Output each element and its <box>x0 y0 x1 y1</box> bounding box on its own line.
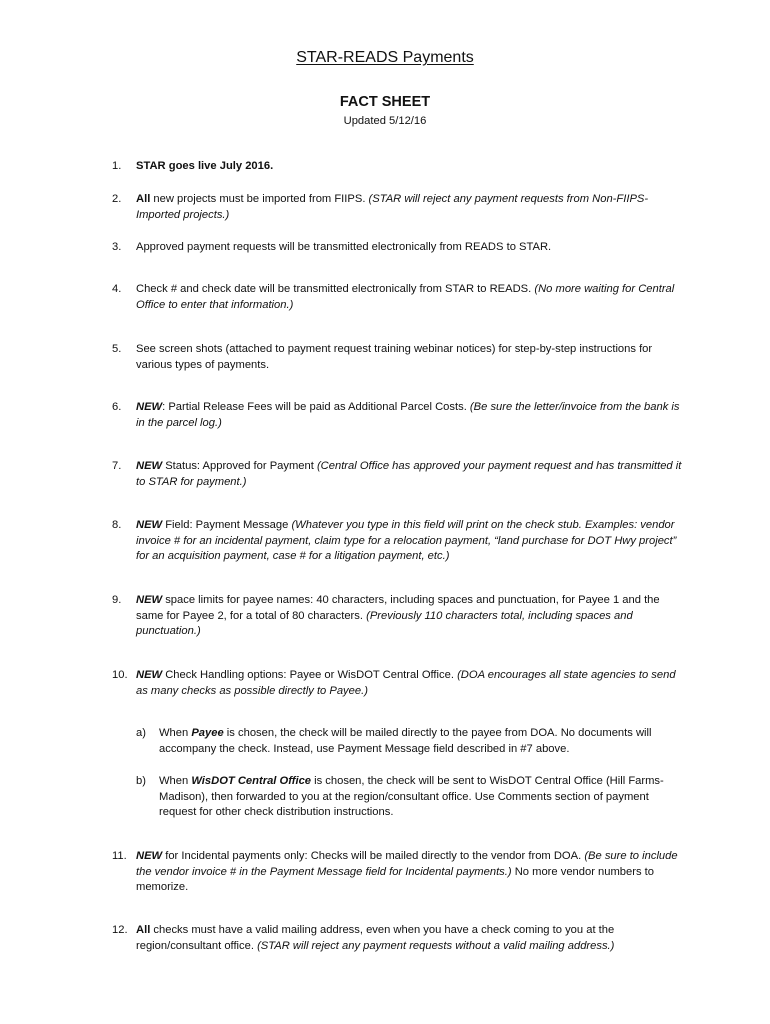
list-item <box>112 192 682 223</box>
text-run: No more vendor numbers to memorize. <box>136 865 655 894</box>
item-number: 6. <box>112 401 122 413</box>
text-run: (Previously 110 characters total, including spaces and punctuation.) <box>136 609 633 638</box>
text-run: (DOA encourages all state agencies to send as many checks as possible directly to Payee.) <box>136 669 676 697</box>
item-text <box>136 849 682 896</box>
text-run: (No more waiting for Central Office to enter that information.) <box>136 283 675 311</box>
item-text <box>136 459 682 490</box>
item-number: 1. <box>112 160 122 172</box>
item-number: 2. <box>112 193 122 205</box>
text-run: is chosen, the check will be mailed directly to the payee from DOA. No documents will accompany the check. Instead, use Payment Message field described in #7 above. <box>159 727 652 755</box>
text-run: WisDOT Central Office <box>191 775 312 787</box>
text-run: Check Handling options: Payee or WisDOT Central Office. <box>162 669 458 681</box>
item-text <box>136 342 682 373</box>
list-item <box>112 240 682 256</box>
item-number: 8. <box>112 519 122 531</box>
sub-list-item <box>136 726 682 757</box>
list-item <box>112 668 682 699</box>
text-run: NEW <box>136 401 163 413</box>
text-run: (Be sure to include the vendor invoice # in the Payment Message field for Incidental payments.) <box>136 850 678 878</box>
text-run: Payee <box>191 727 224 739</box>
text-run: NEW <box>136 669 163 681</box>
sub-item-letter: a) <box>136 727 146 739</box>
text-run: new projects must be imported from FIIPS. <box>150 193 369 205</box>
text-run: for Incidental payments only: Checks will be mailed directly to the vendor from DOA. <box>162 850 585 862</box>
text-run: Field: Payment Message <box>162 519 292 531</box>
list-item <box>112 459 682 490</box>
item-text <box>136 282 682 313</box>
text-run: (Whatever you type in this field will print on the check stub. Examples: vendor invoice # for an incidental payment, claim type for a relocation payment, “land purchase for DOT Hwy project” for an acquisition payment, case # for a litigation payment, etc.) <box>136 519 677 563</box>
text-run: (Central Office has approved your payment request and has transmitted it to STAR for payment.) <box>136 460 682 488</box>
text-run: All <box>136 193 151 205</box>
text-run: is chosen, the check will be sent to WisDOT Central Office (Hill Farms-Madison), then forwarded to you at the region/consultant office. Use Comments section of payment request for other check distribution instructions. <box>159 775 664 819</box>
item-text <box>136 923 682 954</box>
list-item <box>112 849 682 896</box>
item-number: 7. <box>112 460 122 472</box>
text-run: See screen shots (attached to payment request training webinar notices) for step-by-step instructions for various types of payments. <box>136 343 653 371</box>
text-run: checks must have a valid mailing address, even when you have a check coming to you at the region/consultant office. <box>136 924 615 952</box>
sub-item-text <box>159 726 682 757</box>
text-run: Status: Approved for Payment <box>162 460 317 472</box>
text-run: STAR goes live July 2016. <box>136 160 274 172</box>
item-text <box>136 518 682 565</box>
item-number: 12. <box>112 924 128 936</box>
item-text <box>136 400 682 431</box>
text-run: NEW <box>136 850 163 862</box>
text-run: Approved payment requests will be transmitted electronically from READS to STAR. <box>136 241 552 253</box>
list-item <box>112 282 682 313</box>
text-run: NEW <box>136 519 163 531</box>
list-item <box>112 159 682 175</box>
text-run: NEW <box>136 460 163 472</box>
document-title: STAR-READS Payments <box>296 49 474 66</box>
item-number: 3. <box>112 241 122 253</box>
sub-list-item <box>136 774 682 821</box>
item-text <box>136 593 682 640</box>
list-item <box>112 518 682 565</box>
list-item <box>112 400 682 431</box>
text-run: (Be sure the letter/invoice from the bank is in the parcel log.) <box>136 401 680 429</box>
text-run: All <box>136 924 151 936</box>
item-text <box>136 192 682 223</box>
item-number: 4. <box>112 283 122 295</box>
text-run: (STAR will reject any payment requests from Non-FIIPS-Imported projects.) <box>136 193 649 221</box>
item-text <box>136 159 682 175</box>
item-text <box>136 668 682 699</box>
item-number: 9. <box>112 594 122 606</box>
text-run: Check # and check date will be transmitted electronically from STAR to READS. <box>136 283 535 295</box>
list-item <box>112 923 682 954</box>
fact-sheet-heading: FACT SHEET <box>339 94 431 110</box>
sub-item-text <box>159 774 682 821</box>
item-number: 11. <box>112 850 127 862</box>
text-run: space limits for payee names: 40 characters, including spaces and punctuation, for Payee 1 and the same for Payee 2, for a total of 80 characters. <box>136 594 660 622</box>
text-run: (STAR will reject any payment requests without a valid mailing address.) <box>257 939 615 952</box>
item-number: 10. <box>112 669 128 681</box>
text-run: When <box>159 727 192 739</box>
text-run: : Partial Release Fees will be paid as Additional Parcel Costs. <box>162 401 470 413</box>
sub-item-letter: b) <box>136 775 146 787</box>
text-run: NEW <box>136 594 163 606</box>
updated-date: Updated 5/12/16 <box>343 115 427 127</box>
list-item <box>112 593 682 640</box>
item-number: 5. <box>112 343 122 355</box>
list-item <box>112 342 682 373</box>
text-run: When <box>159 775 192 787</box>
item-text <box>136 240 682 256</box>
